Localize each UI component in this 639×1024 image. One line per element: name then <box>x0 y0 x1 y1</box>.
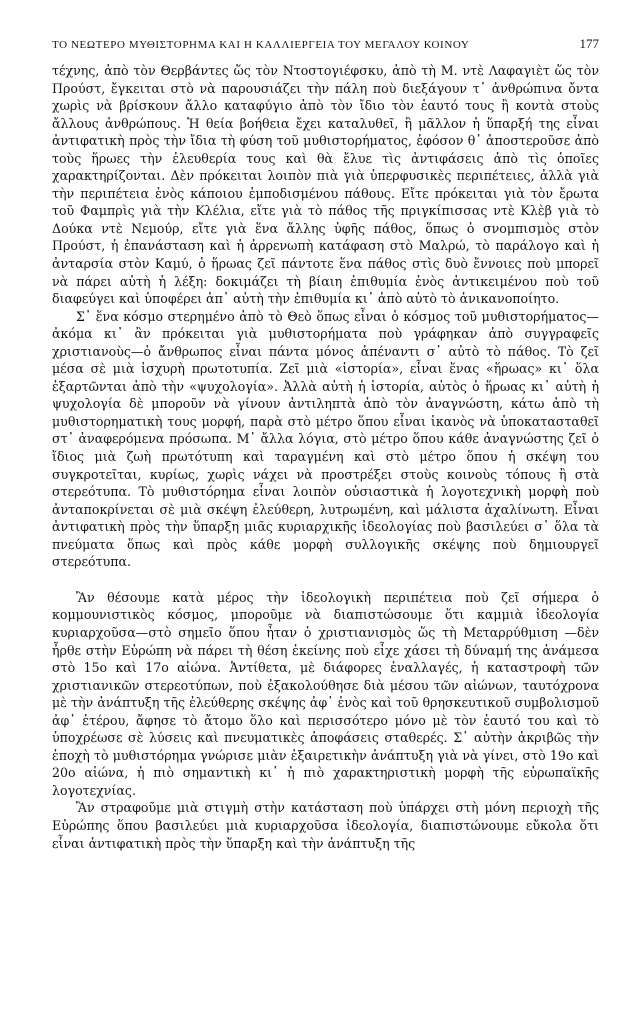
body-text <box>52 62 599 852</box>
paragraph: τέχνης, ἀπὸ τὸν Θερβάντες ὥς τὸν Ντοστογιέφσκυ, ἀπὸ τὴ Μ. ντὲ Λαφαγιὲτ ὥς τὸν Προύστ, ἔγκειται στὸ νὰ παρουσιάζει τὴν πάλη ποὺ διεξάγουν τ᾽ ἀνθρώπινα ὄντα χωρὶς νὰ βρίσκουν ἄλλο καταφύγιο ἀπὸ τὸν ἴδιο τὸν ἑαυτό τους ἢ κοντὰ στοὺς ἄλλους ἀνθρώπους. Ἡ θεία βοήθεια ἔχει καταλυθεῖ, ἢ μᾶλλον ἡ ὕπαρξή της εἶναι ἀντιφατικὴ πρὸς τὴν ἴδια τὴ φύση τοῦ μυθιστορήματος, ἐφόσον θ᾽ ἀποστεροῦσε ἀπὸ τοὺς ἥρωες τὴν ἐλευθερία τους καὶ θὰ ἔλυε τὶς ἀντιφάσεις ἀπὸ τὶς ὁποῖες χαρακτηρίζονται. Δὲν πρόκειται λοιπὸν πιὰ γιὰ ὑπερφυσικὲς περιπέτειες, ἀλλὰ γιὰ τὴν περιπέτεια ἑνὸς κάποιου ἐμποδισμένου πάθους. Εἴτε πρόκειται γιὰ τὸν ἔρωτα τοῦ Φαμπρὶς γιὰ τὴν Κλέλια, εἴτε γιὰ τὸ πάθος τῆς πριγκίπισσας ντὲ Κλὲβ γιὰ τὸ Δούκα ντὲ Νεμούρ, εἴτε γιὰ ἕνα ἄλλης ὑφῆς πάθος, ὅπως ὁ σνομπισμὸς στὸν Προύστ, ἡ ἐπανάσταση καὶ ἡ ἀρρενωπὴ κατάφαση στὸ Μαλρώ, τὸ παράλογο καὶ ἡ ἀνταρσία στὸν Καμύ, ὁ ἥρωας ζεῖ πάντοτε ἕνα πάθος στὶς δυὸ ἔννοιες ποὺ μπορεῖ νὰ πάρει αὐτὴ ἡ λέξη: δοκιμάζει τὴ βίαιη ἐπιθυμία ἑνὸς ἀντικειμένου ποὺ τοῦ διαφεύγει καὶ ὑποφέρει ἀπ᾽ αὐτὴ τὴν ἐπιθυμία κι᾽ ἀπὸ αὐτὸ τὸ ἀνικανοποίητο. <box>52 63 599 307</box>
paragraph: Σ᾽ ἕνα κόσμο στερημένο ἀπὸ τὸ Θεὸ ὅπως εἶναι ὁ κόσμος τοῦ μυθιστορήματος—ἀκόμα κι᾽ ἂν πρόκειται γιὰ μυθιστορήματα ποὺ γράφηκαν ἀπὸ συγγραφεῖς χριστιανοὺς—ὁ ἄνθρωπος εἶναι πάντα μόνος ἀπέναντι σ᾽ αὐτὸ τὸ πάθος. Τὸ ζεῖ μέσα σὲ μιὰ ἰσχυρὴ πρωτοτυπία. Ζεῖ μιὰ «ἱστορία», εἶναι ἕνας «ἥρωας» κι᾽ ὅλα ἐξαρτῶνται ἀπὸ τὴν «ψυχολογία». Ἀλλὰ αὐτὴ ἡ ἱστορία, αὐτὸς ὁ ἥρωας κι᾽ αὐτὴ ἡ ψυχολογία δὲ μποροῦν νὰ γίνουν ἀντιληπτὰ ἀπὸ τὸν ἀναγνώστη, κάτω ἀπὸ τὴ μυθιστορηματικὴ τους μορφή, παρὰ στὸ μέτρο ὅπου εἶναι ἱκανὸς νὰ ὑποκατασταθεῖ στ᾽ ἀναφερόμενα πρόσωπα. Μ᾽ ἄλλα λόγια, στὸ μέτρο ὅπου κάθε ἀναγνώστης ζεῖ ὁ ἴδιος μιὰ ζωὴ πρωτότυπη καὶ ταραγμένη καὶ στὸ μέτρο ὅπου ἡ σκέψη του συγκροτεῖται, κυρίως, χωρὶς νάχει νὰ προστρέξει στοὺς κοινοὺς τόπους ἢ στὰ στερεότυπα. Τὸ μυθιστόρημα εἶναι λοιπὸν οὐσιαστικὰ ἡ λογοτεχνικὴ μορφὴ ποὺ ἀνταποκρίνεται σὲ μιὰ σκέψη ἐλεύθερη, λυτρωμένη, καὶ μάλιστα ἀχαλίνωτη. Εἶναι ἀντιφατικὴ πρὸς τὴν ὕπαρξη μιᾶς κυριαρχικῆς ἰδεολογίας ποὺ βασιλεύει σ᾽ ὅλα τὰ πνεύματα ὅπως καὶ πρὸς κάθε μορφὴ συλλογικῆς σκέψης ποὺ δημιουργεῖ στερεότυπα. <box>52 308 599 570</box>
page-number: 177 <box>579 36 599 51</box>
paragraph: Ἂν θέσουμε κατὰ μέρος τὴν ἰδεολογικὴ περιπέτεια ποὺ ζεῖ σήμερα ὁ κομμουνιστικὸς κόσμος, μποροῦμε νὰ διαπιστώσουμε ὅτι καμμιὰ ἰδεολογία κυριαρχοῦσα—στὸ σημεῖο ὅπου ἦταν ὁ χριστιανισμὸς ὥς τὴ Μεταρρύθμιση —δὲν ἦρθε στὴν Εὐρώπη νὰ πάρει τὴ θέση ἐκείνης ποὺ εἶχε χάσει τὴ δύναμή της ἀνάμεσα στὸ 15ο καὶ 17ο αἰώνα. Ἀντίθετα, μὲ διάφορες ἐναλλαγές, ἡ καταστροφὴ τῶν χριστιανικῶν στερεοτύπων, ποὺ ἐξακολούθησε διὰ μέσου τῶν αἰώνων, ταυτόχρονα μὲ τὴν ἀνάπτυξη τῆς ἐλεύθερης σκέψης ἀφ᾽ ἑνὸς καὶ τοῦ θρησκευτικοῦ συμβολισμοῦ ἀφ᾽ ἑτέρου, ἄφησε τὸ ἄτομο ὅλο καὶ περισσότερο μόνο μὲ τὸν ἑαυτό του καὶ τὸ ὑποχρέωσε σὲ λύσεις καὶ πνευματικὲς ἀποφάσεις σταθερές. Σ᾽ αὐτὴν ἀκριβῶς τὴν ἐποχὴ τὸ μυθιστόρημα γνώρισε μιὰν ἐξαιρετικὴν ἀνάπτυξη γιὰ νὰ γίνει, στὸ 19ο καὶ 20ο αἰώνα, ἡ πιὸ σημαντικὴ κι᾽ ἡ πιὸ χαρακτηριστικὴ μορφὴ τῆς εὐρωπαϊκῆς λογοτεχνίας. <box>52 589 599 798</box>
paragraph: Ἂν στραφοῦμε μιὰ στιγμὴ στὴν κατάσταση ποὺ ὑπάρχει στὴ μόνη περιοχὴ τῆς Εὐρώπης ὅπου βασιλεύει μιὰ κυριαρχοῦσα ἰδεολογία, διαπιστώνουμε εὔκολα ὅτι εἶναι ἀντιφατικὴ πρὸς τὴν ὕπαρξη καὶ τὴν ἀνάπτυξη τῆς <box>52 800 599 851</box>
running-header <box>52 36 599 52</box>
running-title: ΤΟ ΝΕΩΤΕΡΟ ΜΥΘΙΣΤΟΡΗΜΑ ΚΑΙ Η ΚΑΛΛΙΕΡΓΕΙΑ ΤΟΥ ΜΕΓΑΛΟΥ ΚΟΙΝΟΥ <box>52 39 470 51</box>
section-break <box>52 571 599 589</box>
